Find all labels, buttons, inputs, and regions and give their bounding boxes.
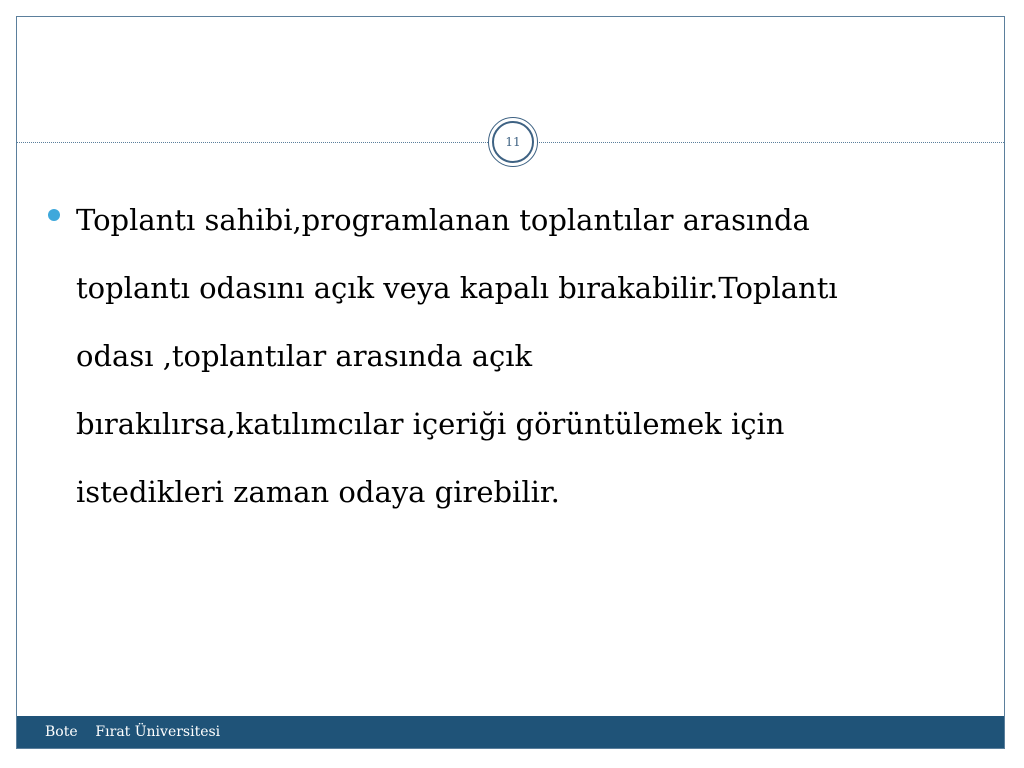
footer-text: Bote Fırat Üniversitesi [45,724,221,740]
page-number: 11 [492,121,534,163]
bullet-text: Toplantı sahibi,programlanan toplantılar arasında toplantı odasını açık veya kapalı bırakabilir.Toplantı odası ,toplantılar arasında açık bırakılırsa,katılımcılar içeriği görüntülemek için istedikleri zaman odaya girebilir. [76,203,838,509]
bullet-dot-icon [48,209,60,221]
footer-bar [17,716,1004,748]
slide-content [48,186,978,526]
page-number-badge [488,117,538,167]
bullet-item [48,186,978,526]
